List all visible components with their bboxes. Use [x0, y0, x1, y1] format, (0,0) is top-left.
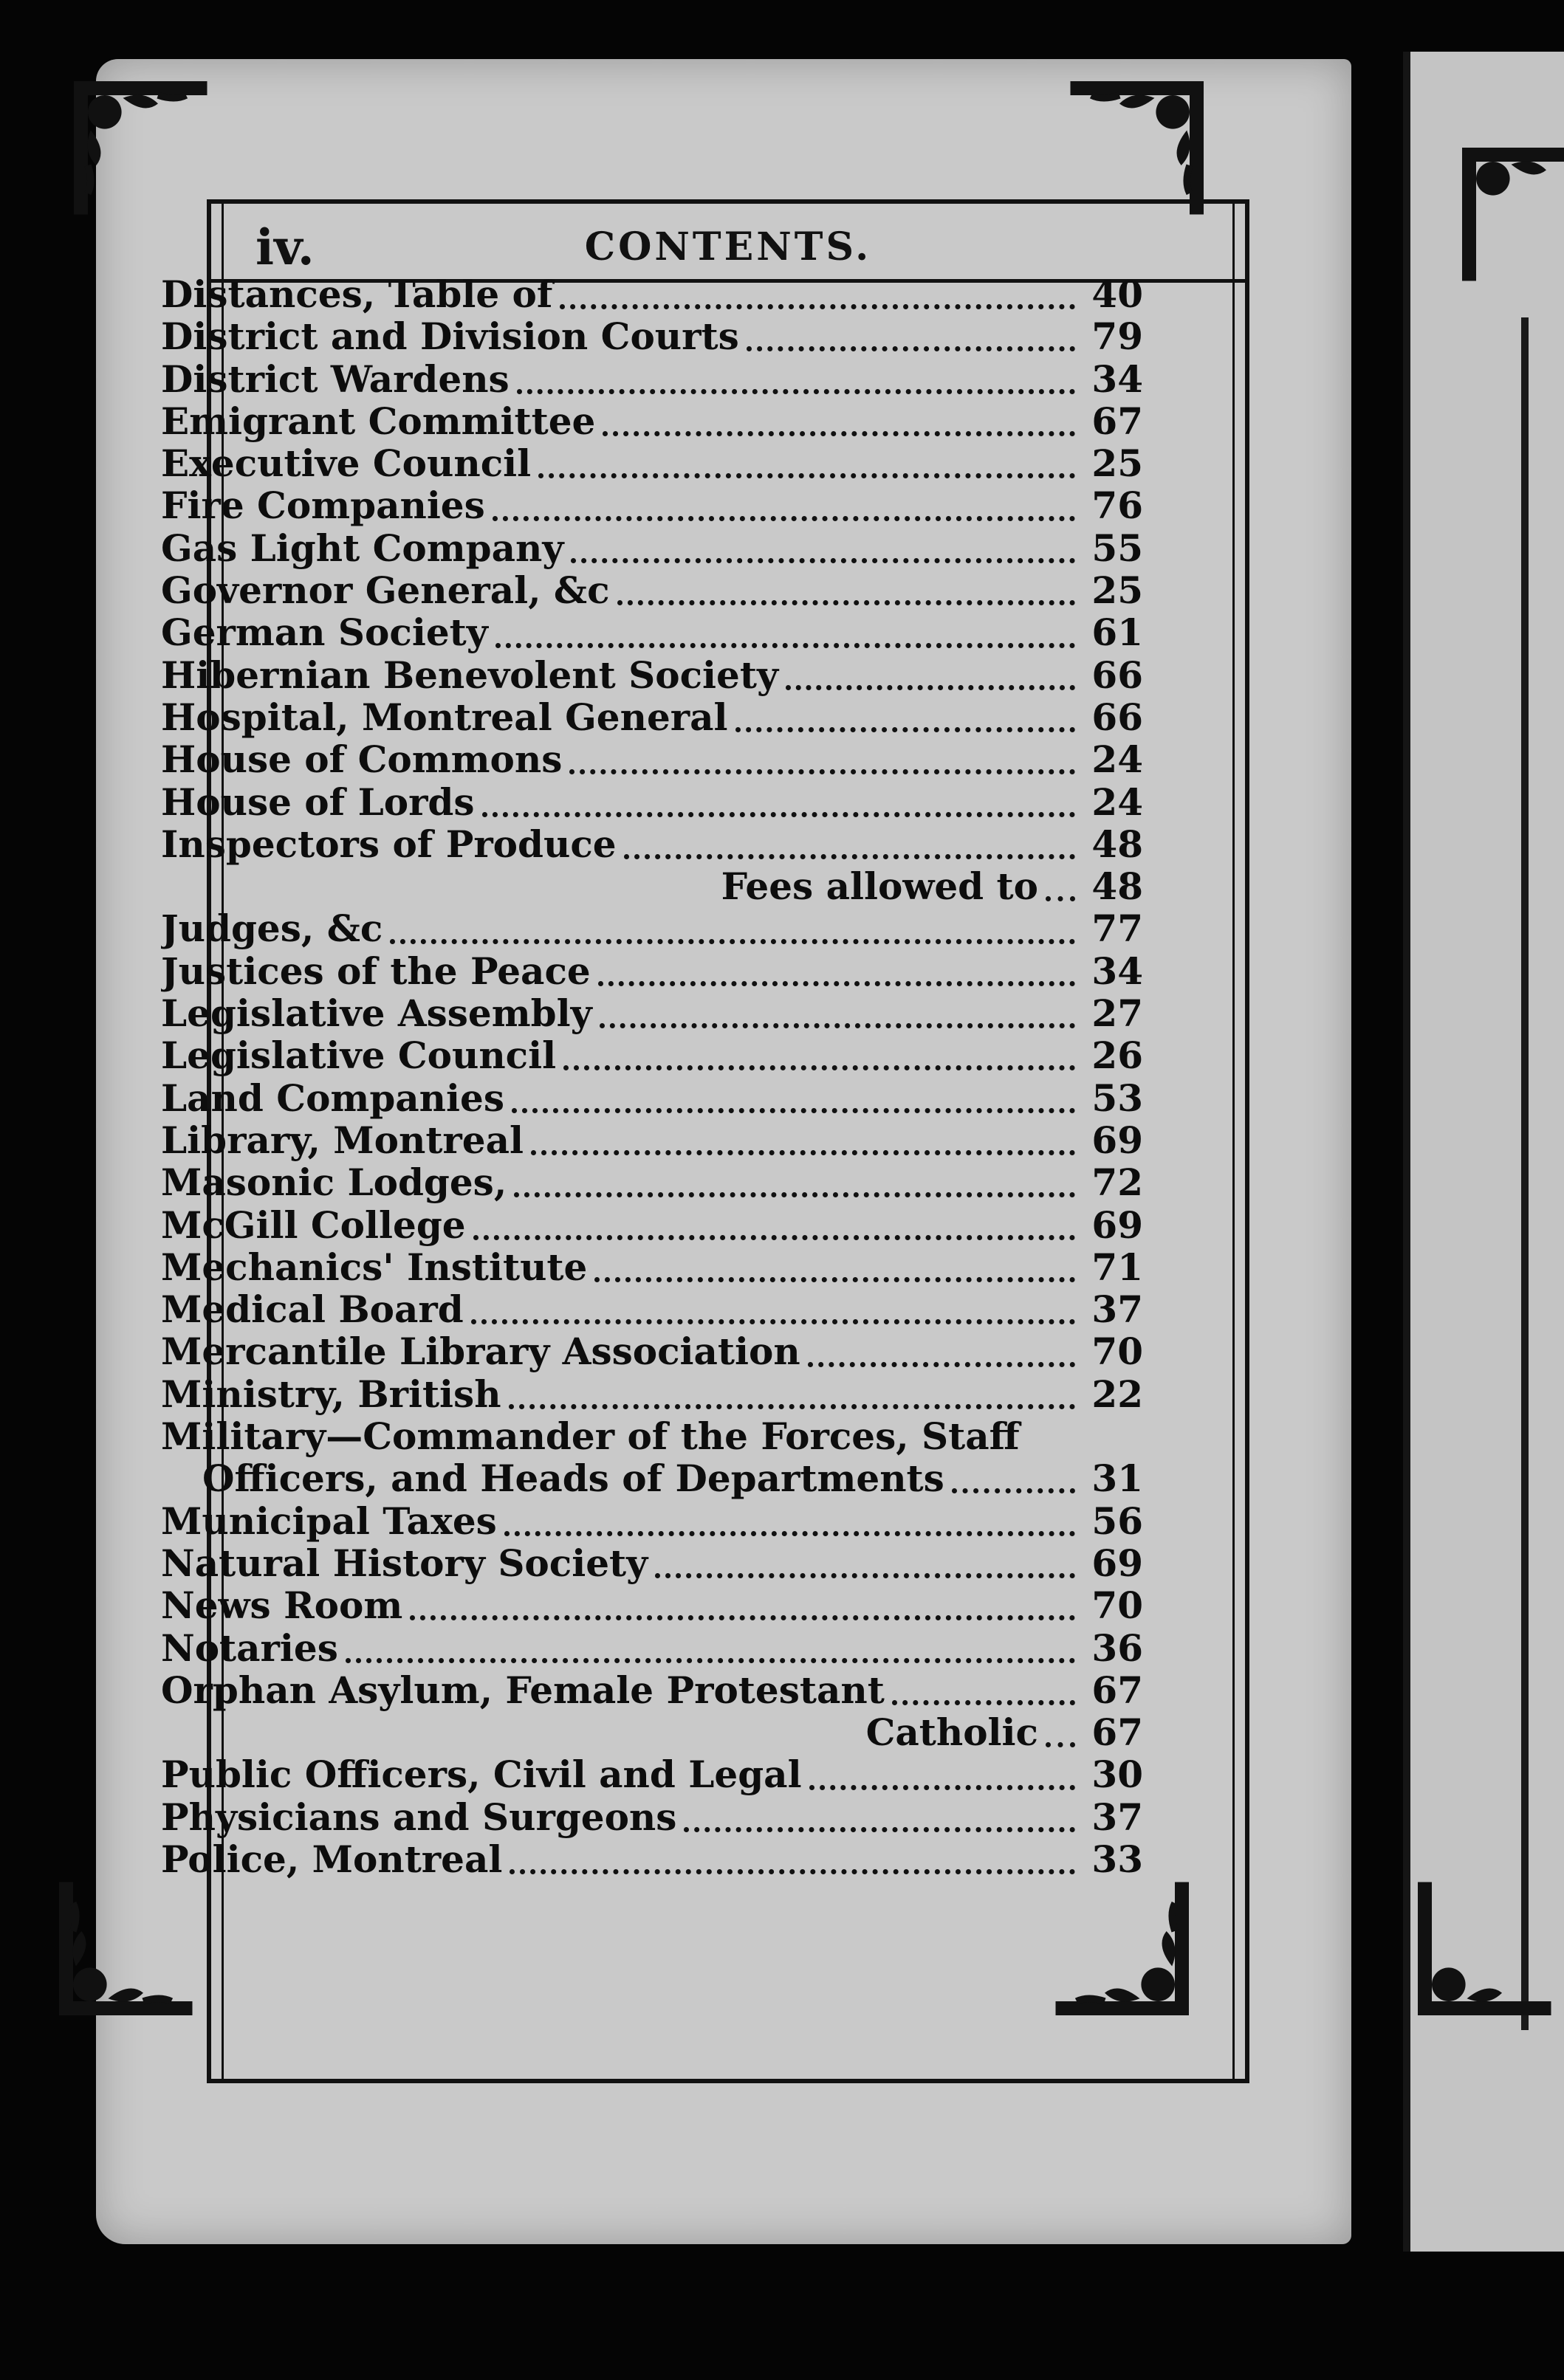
entry-label: Notaries: [161, 1626, 338, 1669]
entry-label: Municipal Taxes: [161, 1499, 497, 1542]
contents-entry: [161, 654, 1143, 696]
dot-leader: [892, 1687, 1075, 1705]
entry-page: 37: [1091, 1795, 1143, 1838]
contents-entry: [161, 1584, 1143, 1626]
entry-page: 34: [1091, 357, 1143, 400]
entry-label: Fire Companies: [161, 484, 485, 527]
dot-leader: [603, 418, 1075, 436]
entry-label: Hospital, Montreal General: [161, 695, 728, 739]
entry-page: 69: [1091, 1203, 1143, 1246]
facing-page-border: [1521, 317, 1529, 2030]
entry-page: 76: [1091, 484, 1143, 527]
entry-label: Judges, &c: [161, 907, 383, 950]
contents-entry: [161, 1542, 1143, 1584]
contents-entry-continuation: [161, 1457, 1143, 1499]
entry-page: 26: [1091, 1034, 1143, 1077]
entry-label: Emigrant Committee: [161, 399, 596, 443]
entry-page: 61: [1091, 611, 1143, 654]
dot-leader: [482, 799, 1075, 817]
dot-leader: [600, 1010, 1075, 1028]
dot-leader: [473, 1222, 1075, 1240]
dot-leader: [1046, 883, 1075, 901]
contents-entry: [161, 696, 1143, 738]
contents-entry: [161, 400, 1143, 442]
entry-page: 67: [1091, 1711, 1143, 1754]
dot-leader: [809, 1772, 1075, 1790]
dot-leader: [510, 1856, 1075, 1874]
entry-page: 48: [1091, 865, 1143, 908]
dot-leader: [598, 968, 1075, 986]
entry-page: 72: [1091, 1161, 1143, 1204]
page-title: CONTENTS.: [584, 224, 872, 269]
contents-entry: [161, 1119, 1143, 1161]
contents-entry: [161, 1288, 1143, 1330]
entry-label: Catholic: [865, 1711, 1038, 1754]
dot-leader: [390, 926, 1075, 944]
contents-entry-subitem: [161, 1711, 1143, 1753]
contents-entry: [161, 1204, 1143, 1246]
entry-page: 79: [1091, 315, 1143, 358]
entry-label: Legislative Council: [161, 1034, 557, 1077]
floral-corner-ornament-icon: [1049, 1875, 1189, 2015]
dot-leader: [346, 1645, 1075, 1663]
entry-page: 69: [1091, 1118, 1143, 1162]
contents-entry: [161, 1500, 1143, 1542]
dot-leader: [560, 291, 1075, 309]
dot-leader: [786, 672, 1075, 690]
entry-page: 71: [1091, 1245, 1143, 1289]
entry-label: Governor General, &c: [161, 569, 610, 612]
dot-leader: [563, 1052, 1075, 1070]
dot-leader: [471, 1306, 1075, 1324]
entry-page: 31: [1091, 1457, 1143, 1500]
entry-label: News Room: [161, 1584, 403, 1627]
entry-label: Officers, and Heads of Departments: [202, 1457, 944, 1500]
entry-page: 27: [1091, 992, 1143, 1035]
contents-entry: [161, 1246, 1143, 1288]
entry-label: German Society: [161, 611, 488, 654]
entry-label: Police, Montreal: [161, 1837, 503, 1881]
entry-label: District and Division Courts: [161, 315, 739, 358]
dot-leader: [531, 1137, 1075, 1155]
entry-page: 37: [1091, 1288, 1143, 1331]
entry-page: 53: [1091, 1076, 1143, 1119]
entry-page: 33: [1091, 1837, 1143, 1881]
entry-page: 48: [1091, 822, 1143, 866]
entry-page: 69: [1091, 1541, 1143, 1585]
contents-entry: [161, 1034, 1143, 1076]
contents-entry: [161, 738, 1143, 780]
entry-label: Hibernian Benevolent Society: [161, 653, 779, 696]
contents-entry: [161, 484, 1143, 526]
entry-label: Orphan Asylum, Female Protestant: [161, 1668, 885, 1712]
floral-corner-ornament-icon: [1063, 81, 1204, 221]
contents-entry: [161, 358, 1143, 400]
contents-entry: [161, 1415, 1143, 1457]
contents-entry: [161, 442, 1143, 484]
contents-entry: [161, 1669, 1143, 1711]
entry-label: House of Lords: [161, 780, 475, 823]
contents-entry: [161, 1330, 1143, 1372]
entry-label: Physicians and Surgeons: [161, 1795, 677, 1838]
entry-page: 66: [1091, 695, 1143, 739]
floral-corner-ornament-icon: [1462, 148, 1564, 288]
entry-page: 36: [1091, 1626, 1143, 1669]
entry-label: District Wardens: [161, 357, 510, 400]
entry-page: 25: [1091, 569, 1143, 612]
page-number: iv.: [255, 219, 315, 276]
entry-label: Land Companies: [161, 1076, 504, 1119]
entry-label: Legislative Assembly: [161, 992, 592, 1035]
contents-entry: [161, 315, 1143, 357]
entry-label: Executive Council: [161, 442, 532, 485]
dot-leader: [655, 1560, 1075, 1578]
contents-entry: [161, 950, 1143, 992]
contents-list: [161, 273, 1143, 1880]
entry-label: Justices of the Peace: [161, 949, 591, 993]
contents-entry-subitem: [161, 865, 1143, 907]
contents-entry: [161, 1753, 1143, 1795]
dot-leader: [684, 1814, 1075, 1832]
entry-label: House of Commons: [161, 738, 563, 781]
entry-label: Ministry, British: [161, 1372, 501, 1416]
entry-label: Natural History Society: [161, 1541, 648, 1585]
entry-label: Fees allowed to: [721, 865, 1038, 908]
entry-page: 40: [1091, 273, 1143, 316]
entry-page: 70: [1091, 1584, 1143, 1627]
floral-corner-ornament-icon: [74, 81, 214, 221]
entry-label: Distances, Table of: [161, 273, 553, 316]
floral-corner-ornament-icon: [1418, 1875, 1558, 2015]
dot-leader: [1046, 1729, 1075, 1747]
contents-entry: [161, 1627, 1143, 1669]
contents-entry: [161, 992, 1143, 1034]
entry-label: Public Officers, Civil and Legal: [161, 1753, 802, 1796]
dot-leader: [808, 1349, 1075, 1367]
dot-leader: [517, 376, 1075, 394]
dot-leader: [493, 503, 1075, 521]
contents-entry: [161, 1838, 1143, 1880]
entry-page: 67: [1091, 1668, 1143, 1712]
entry-label: Library, Montreal: [161, 1118, 524, 1162]
frame-inner-right-rule: [1232, 204, 1235, 2079]
dot-leader: [495, 630, 1075, 648]
dot-leader: [538, 460, 1075, 478]
entry-label: Mechanics' Institute: [161, 1245, 588, 1289]
dot-leader: [617, 587, 1075, 605]
dot-leader: [594, 1264, 1075, 1282]
entry-page: 30: [1091, 1753, 1143, 1796]
entry-page: 55: [1091, 526, 1143, 570]
entry-page: 66: [1091, 653, 1143, 696]
dot-leader: [735, 714, 1075, 732]
entry-label: Gas Light Company: [161, 526, 564, 570]
entry-page: 24: [1091, 780, 1143, 823]
contents-entry: [161, 907, 1143, 949]
dot-leader: [512, 1095, 1075, 1113]
dot-leader: [624, 841, 1075, 859]
floral-corner-ornament-icon: [59, 1875, 199, 2015]
dot-leader: [952, 1475, 1075, 1493]
contents-entry: [161, 611, 1143, 653]
dot-leader: [571, 545, 1075, 563]
entry-label: McGill College: [161, 1203, 466, 1246]
entry-label: Masonic Lodges,: [161, 1161, 507, 1204]
contents-entry: [161, 781, 1143, 823]
entry-label: Mercantile Library Association: [161, 1330, 800, 1373]
contents-entry: [161, 1373, 1143, 1415]
dot-leader: [410, 1602, 1075, 1620]
dot-leader: [509, 1391, 1075, 1409]
contents-entry: [161, 569, 1143, 611]
entry-page: 70: [1091, 1330, 1143, 1373]
entry-label: Medical Board: [161, 1288, 464, 1331]
entry-page: 24: [1091, 738, 1143, 781]
dot-leader: [504, 1518, 1075, 1536]
entry-page: 56: [1091, 1499, 1143, 1542]
entry-page: 77: [1091, 907, 1143, 950]
entry-label: Military—Commander of the Forces, Staff: [161, 1415, 1020, 1458]
dot-leader: [747, 333, 1075, 351]
dot-leader: [1027, 1436, 1075, 1449]
entry-label: Inspectors of Produce: [161, 822, 617, 866]
entry-page: 67: [1091, 399, 1143, 443]
contents-entry: [161, 823, 1143, 865]
contents-entry: [161, 1161, 1143, 1203]
dot-leader: [569, 756, 1075, 774]
contents-entry: [161, 273, 1143, 315]
dot-leader: [514, 1179, 1075, 1197]
contents-entry: [161, 1077, 1143, 1119]
entry-page: 22: [1091, 1372, 1143, 1416]
entry-page: 34: [1091, 949, 1143, 993]
contents-entry: [161, 527, 1143, 569]
entry-page: 25: [1091, 442, 1143, 485]
contents-entry: [161, 1796, 1143, 1838]
